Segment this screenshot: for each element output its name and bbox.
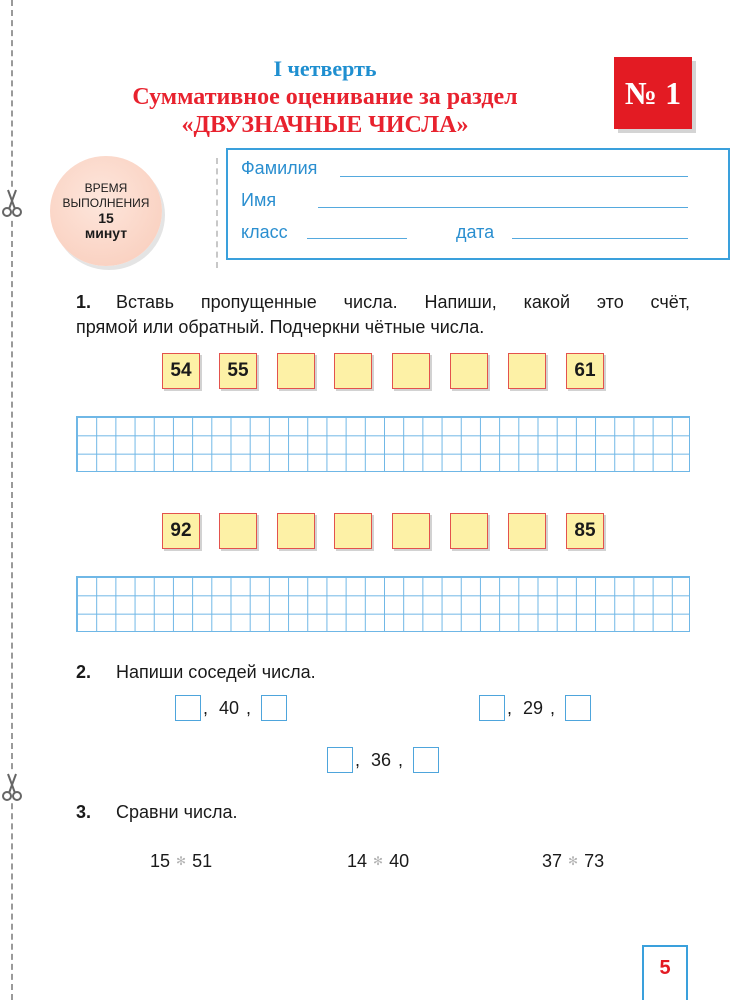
comparison-a: 37 xyxy=(542,851,563,871)
task1-number: 1. xyxy=(76,292,92,312)
surname-label: Фамилия xyxy=(241,158,318,178)
number-box: 54 xyxy=(162,353,200,389)
quarter-label: I четверть xyxy=(273,56,377,81)
comma: , xyxy=(507,698,513,718)
neighbor-box-before[interactable] xyxy=(327,747,353,773)
cut-line xyxy=(11,0,13,1000)
task3-text: Сравни числа. xyxy=(116,802,238,822)
comparison-a: 15 xyxy=(150,851,171,871)
comma: , xyxy=(355,750,361,770)
comma: , xyxy=(246,698,252,718)
number-box-empty[interactable] xyxy=(508,513,546,549)
time-unit: минут xyxy=(84,225,128,241)
assessment-number-badge: № 1 xyxy=(614,57,692,129)
name-label: Имя xyxy=(241,190,277,210)
comparison-placeholder-icon: ✻ xyxy=(373,854,384,868)
comparison-b: 73 xyxy=(584,851,605,871)
neighbor-number: 29 xyxy=(523,698,544,718)
neighbor-box-after[interactable] xyxy=(565,695,591,721)
scissors-icon xyxy=(1,188,23,218)
answer-grid[interactable] xyxy=(76,416,690,472)
neighbor-number: 36 xyxy=(371,750,392,770)
name-field[interactable] xyxy=(318,207,688,208)
neighbor-box-before[interactable] xyxy=(175,695,201,721)
comparison-item[interactable] xyxy=(150,851,212,872)
number-box-empty[interactable] xyxy=(277,513,315,549)
number-box-empty[interactable] xyxy=(277,353,315,389)
number-box-empty[interactable] xyxy=(392,513,430,549)
comma: , xyxy=(203,698,209,718)
number-box-empty[interactable] xyxy=(450,513,488,549)
number-box-empty[interactable] xyxy=(392,353,430,389)
neighbor-number: 40 xyxy=(219,698,240,718)
number-box: 92 xyxy=(162,513,200,549)
class-label: класс xyxy=(241,222,288,242)
neighbor-box-after[interactable] xyxy=(261,695,287,721)
number-box: 85 xyxy=(566,513,604,549)
task2-number: 2. xyxy=(76,662,92,682)
time-badge xyxy=(50,156,162,266)
comparison-b: 40 xyxy=(389,851,410,871)
time-value: 15 xyxy=(98,210,114,226)
neighbor-box-after[interactable] xyxy=(413,747,439,773)
comparison-placeholder-icon: ✻ xyxy=(176,854,187,868)
answer-grid[interactable] xyxy=(76,576,690,632)
comparison-a: 14 xyxy=(347,851,368,871)
comparison-item[interactable] xyxy=(347,851,409,872)
number-box-empty[interactable] xyxy=(219,513,257,549)
task2-text: Напиши соседей числа. xyxy=(116,662,316,682)
task3-number: 3. xyxy=(76,802,92,822)
time-label-line2: ВЫПОЛНЕНИЯ xyxy=(62,196,150,210)
task1-text-line1: Вставь пропущенные числа. Напиши, какой это счёт, xyxy=(116,292,690,312)
comma: , xyxy=(398,750,404,770)
section-title: «ДВУЗНАЧНЫЕ ЧИСЛА» xyxy=(181,112,469,138)
date-field[interactable] xyxy=(512,238,688,239)
number-box: 61 xyxy=(566,353,604,389)
comma: , xyxy=(550,698,556,718)
number-box-empty[interactable] xyxy=(334,513,372,549)
task1-text-line2: прямой или обратный. Подчеркни чётные числа. xyxy=(76,317,485,337)
page-title: Суммативное оценивание за раздел xyxy=(132,84,518,110)
surname-field[interactable] xyxy=(340,176,688,177)
time-label-line1: ВРЕМЯ xyxy=(84,181,128,195)
number-box: 55 xyxy=(219,353,257,389)
number-box-empty[interactable] xyxy=(450,353,488,389)
scissors-icon xyxy=(1,772,23,802)
date-label: дата xyxy=(456,222,495,242)
neighbor-box-before[interactable] xyxy=(479,695,505,721)
comparison-placeholder-icon: ✻ xyxy=(568,854,579,868)
page-number: 5 xyxy=(642,945,688,1000)
class-field[interactable] xyxy=(307,238,407,239)
number-box-empty[interactable] xyxy=(508,353,546,389)
comparison-b: 51 xyxy=(192,851,213,871)
number-box-empty[interactable] xyxy=(334,353,372,389)
comparison-item[interactable] xyxy=(542,851,604,872)
